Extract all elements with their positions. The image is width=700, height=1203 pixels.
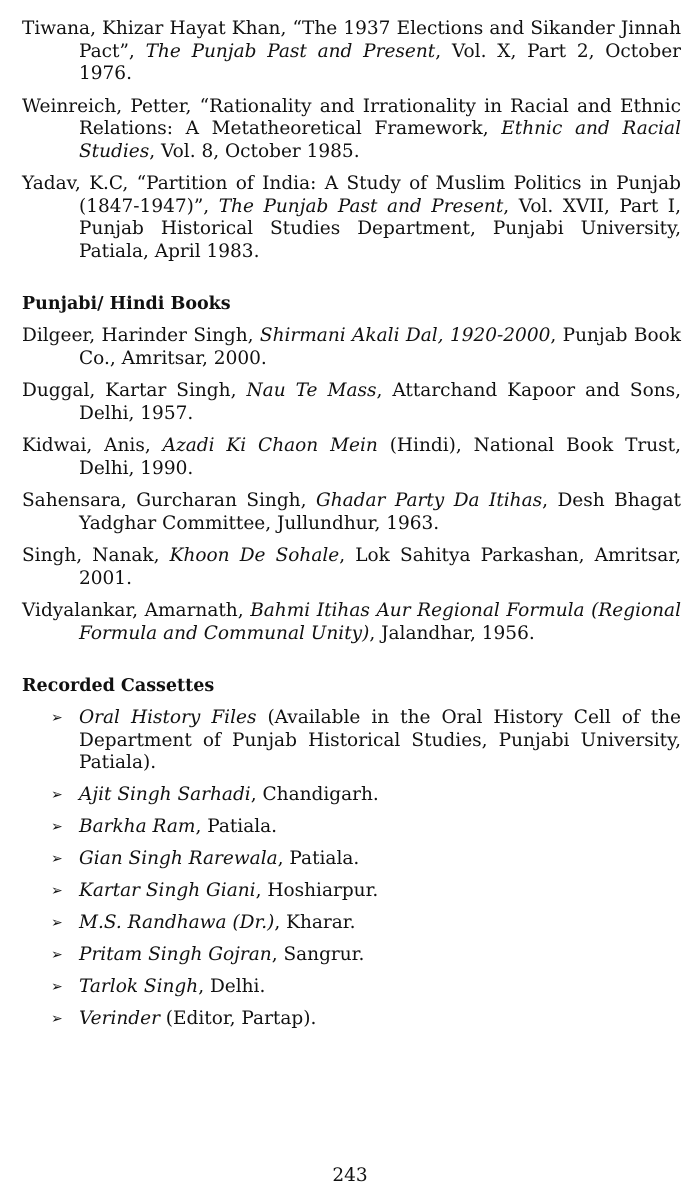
list-item: ➢ Tarlok Singh, Delhi. [51,976,266,997]
cassette-list [22,707,681,1031]
section-heading: Punjabi/ Hindi Books [22,294,231,314]
bibliography-entry: Kidwai, Anis, Azadi Ki Chaon Mein (Hindi), National Book Trust, Delhi, 1990. [22,435,681,479]
articles-section [22,18,681,263]
interviewee-name: Oral History Files [79,707,257,728]
arrow-bullet-icon: ➢ [51,787,63,803]
bibliography-entry: Yadav, K.C, “Partition of India: A Study of Muslim Politics in Punjab (1847-1947)”, The Punjab Past and Present, Vol. XVII, Part I, Punjab Historical Studies Department, Punjabi University, Patiala, April 1983. [22,173,681,262]
entry-title: Ghadar Party Da Itihas [315,490,543,511]
interviewee-name: Ajit Singh Sarhadi [79,784,251,805]
interviewee-name: Pritam Singh Gojran [79,944,272,965]
entry-title: The Punjab Past and Present [218,195,504,217]
arrow-bullet-icon: ➢ [51,1011,63,1027]
interviewee-name: Gian Singh Rarewala [79,848,278,869]
arrow-bullet-icon: ➢ [51,883,63,899]
bibliography-entry: Weinreich, Petter, “Rationality and Irrationality in Racial and Ethnic Relations: A Metatheoretical Framework, Ethnic and Racial Studies, Vol. 8, October 1985. [22,95,682,162]
entry-title: Azadi Ki Chaon Mein [162,435,378,456]
list-item: ➢ Barkha Ram, Patiala. [51,816,278,837]
interviewee-name: M.S. Randhawa (Dr.) [79,912,275,933]
list-item: ➢ Oral History Files (Available in the Oral History Cell of the Department of Punjab Historical Studies, Punjabi University, Patiala). [51,707,681,773]
arrow-bullet-icon: ➢ [51,851,63,867]
arrow-bullet-icon: ➢ [51,979,63,995]
bibliography-page [22,18,681,1040]
bibliography-entry: Dilgeer, Harinder Singh, Shirmani Akali Dal, 1920-2000, Punjab Book Co., Amritsar, 2000. [22,325,681,369]
entry-title: Khoon De Sohale [169,545,340,566]
books-section [22,293,681,645]
arrow-bullet-icon: ➢ [51,710,63,726]
interviewee-name: Barkha Ram [79,816,196,837]
bibliography-entry: Singh, Nanak, Khoon De Sohale, Lok Sahitya Parkashan, Amritsar, 2001. [22,545,681,589]
section-heading: Recorded Cassettes [22,676,215,696]
list-item: ➢ Gian Singh Rarewala, Patiala. [51,848,360,869]
list-item: ➢ Ajit Singh Sarhadi, Chandigarh. [51,784,379,805]
arrow-bullet-icon: ➢ [51,819,63,835]
interviewee-name: Kartar Singh Giani [79,880,256,901]
list-item: ➢ M.S. Randhawa (Dr.), Kharar. [51,912,356,933]
page-number: 243 [332,1165,368,1186]
list-item: ➢ Kartar Singh Giani, Hoshiarpur. [51,880,379,901]
list-item: ➢ Pritam Singh Gojran, Sangrur. [51,944,365,965]
bibliography-entry: Vidyalankar, Amarnath, Bahmi Itihas Aur Regional Formula (Regional Formula and Communal Unity), Jalandhar, 1956. [22,600,681,644]
interviewee-name: Verinder [79,1008,160,1029]
entry-title: Ethnic and Racial Studies [79,118,682,162]
entry-title: The Punjab Past and Present [145,40,436,62]
bibliography-entry: Duggal, Kartar Singh, Nau Te Mass, Attarchand Kapoor and Sons, Delhi, 1957. [22,380,681,424]
cassettes-section [22,675,681,1031]
interviewee-name: Tarlok Singh [79,976,199,997]
arrow-bullet-icon: ➢ [51,915,63,931]
entry-title: Nau Te Mass [246,380,377,401]
bibliography-entry: Sahensara, Gurcharan Singh, Ghadar Party Da Itihas, Desh Bhagat Yadghar Committee, Jullundhur, 1963. [22,490,681,534]
bibliography-entry: Tiwana, Khizar Hayat Khan, “The 1937 Elections and Sikander Jinnah Pact”, The Punjab Past and Present, Vol. X, Part 2, October 1976. [22,18,681,84]
entry-title: Bahmi Itihas Aur Regional Formula (Regional Formula and Communal Unity) [79,600,681,644]
entry-title: Shirmani Akali Dal, 1920-2000 [259,325,551,346]
arrow-bullet-icon: ➢ [51,947,63,963]
list-item: ➢ Verinder (Editor, Partap). [51,1008,317,1029]
